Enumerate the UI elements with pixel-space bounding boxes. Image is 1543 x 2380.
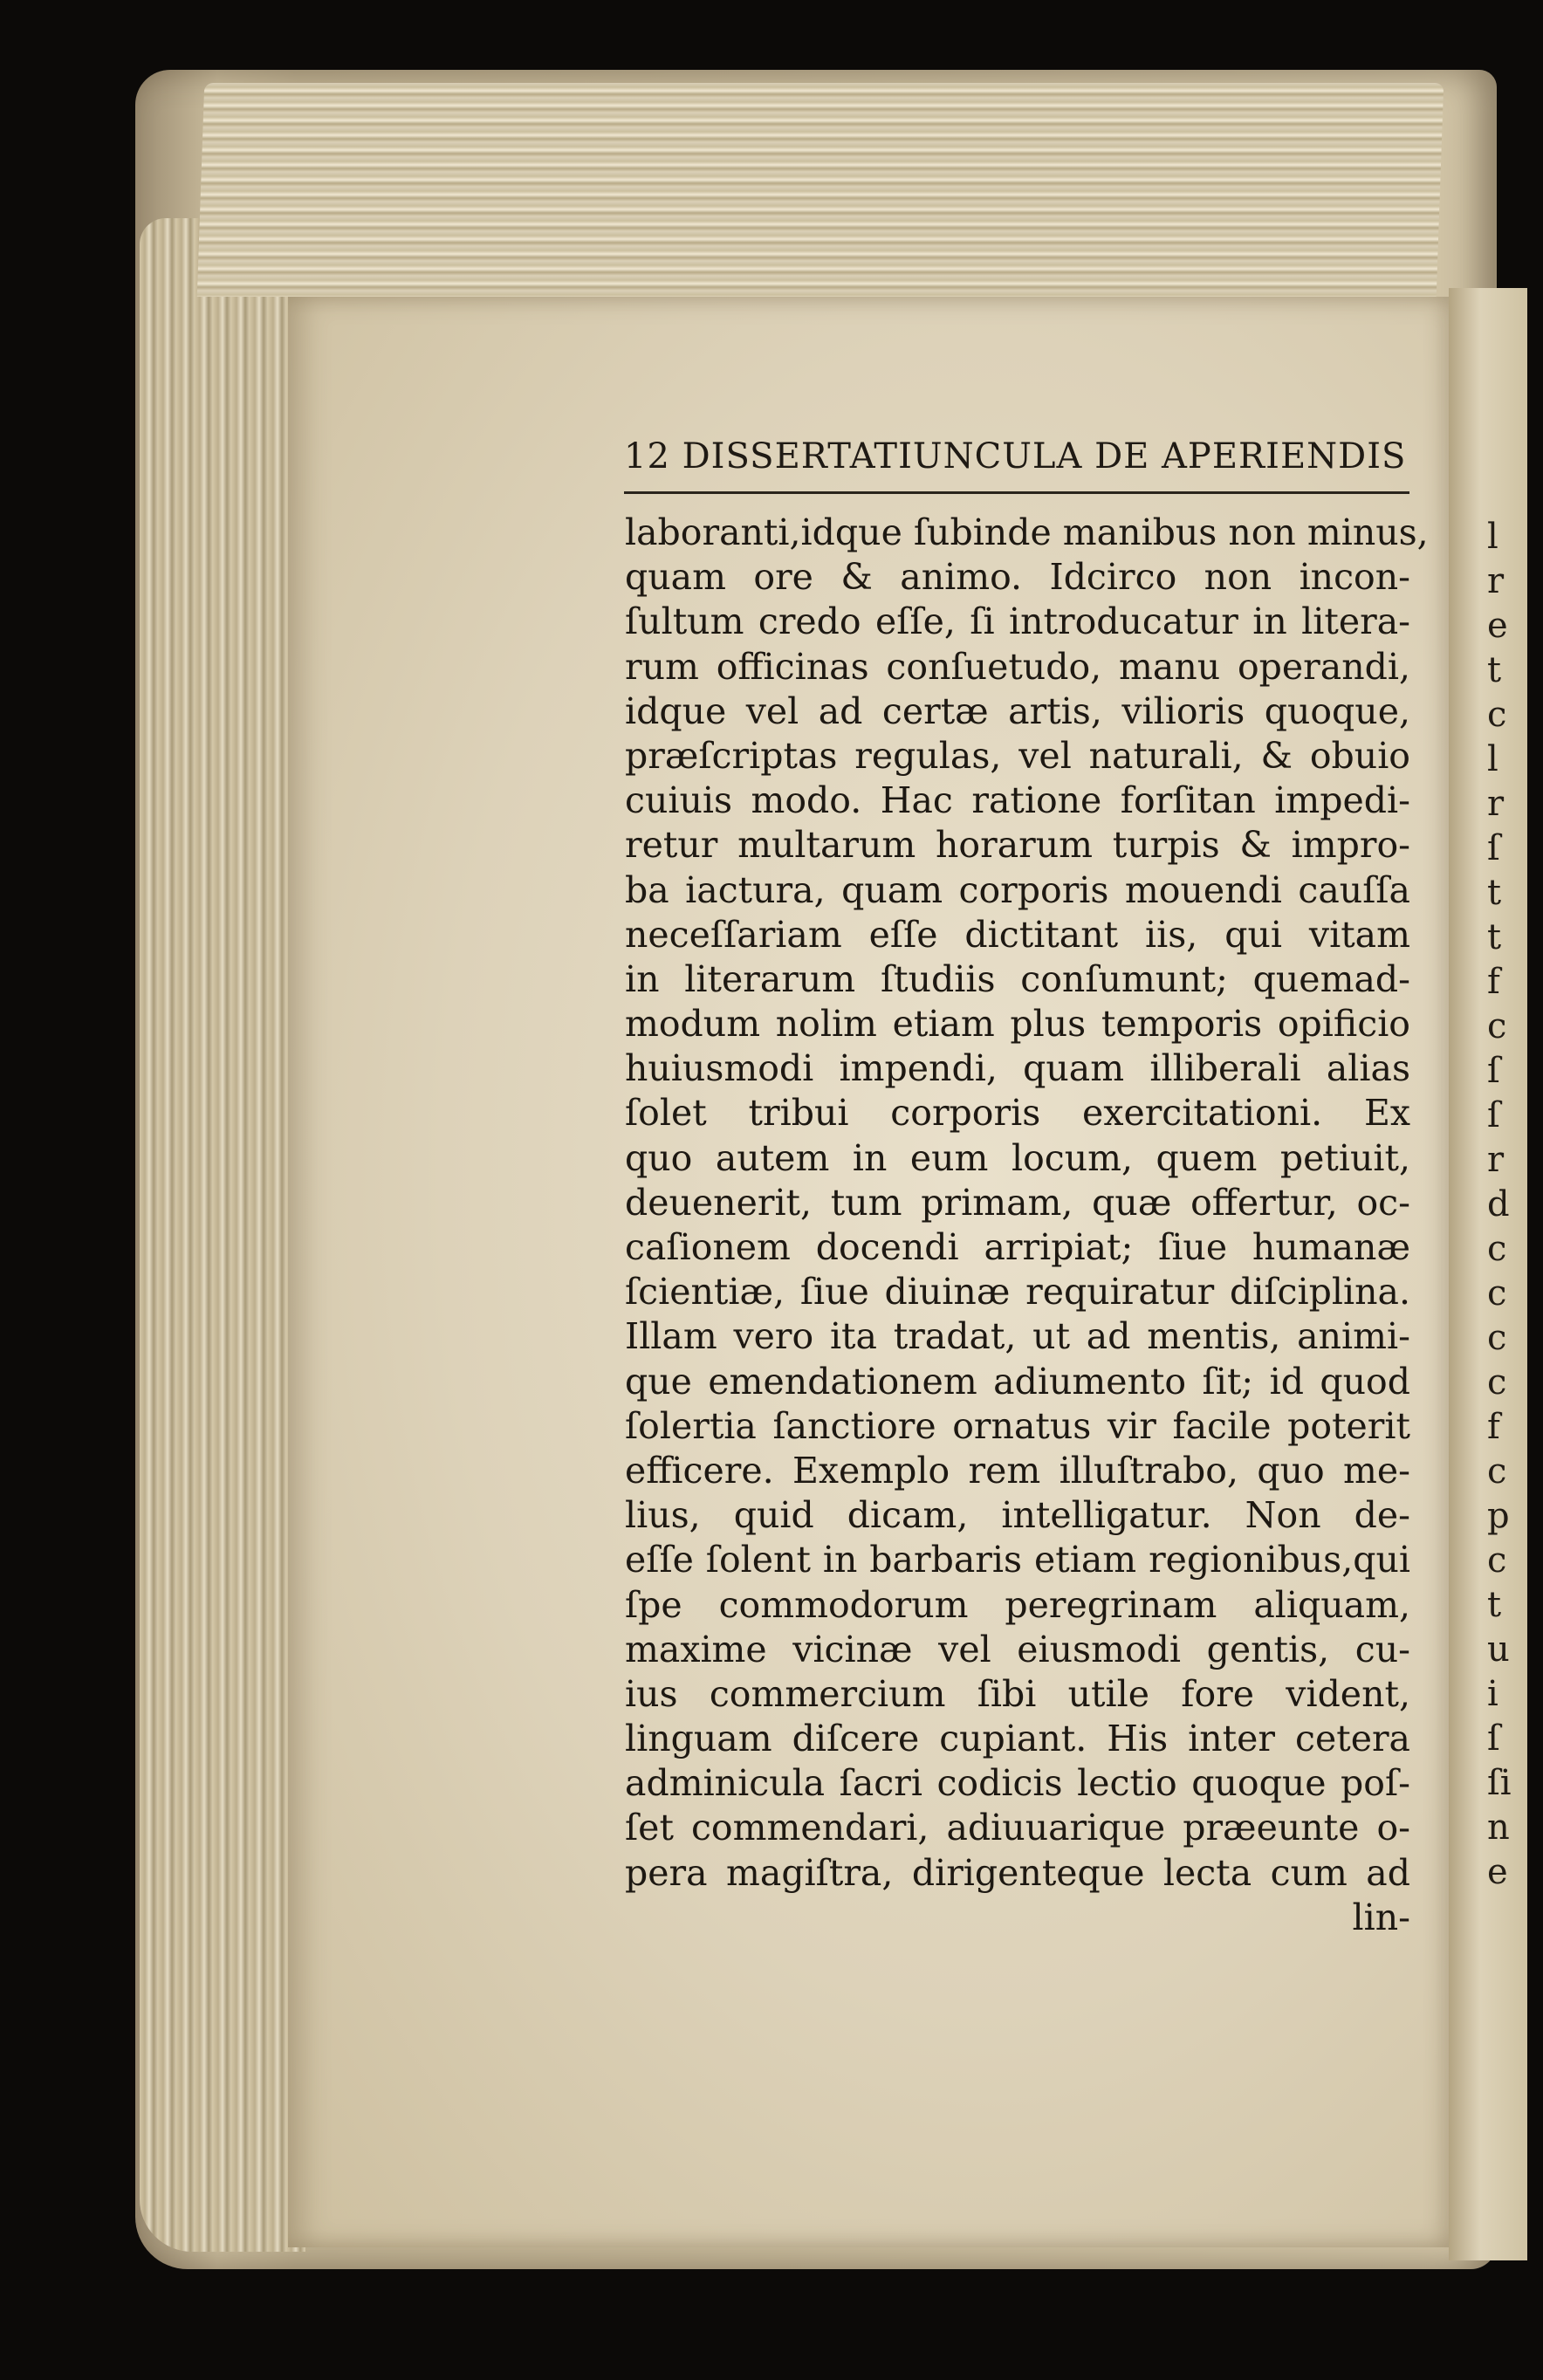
fragment: r xyxy=(1487,784,1505,824)
fragment: ſ xyxy=(1487,1718,1500,1759)
text-line: linguam diſcere cupiant. His inter cetera xyxy=(625,1718,1410,1760)
fragment: t xyxy=(1487,1585,1502,1625)
text-line: in literarum ſtudiis conſumunt; quemad- xyxy=(625,957,1410,1000)
text-line: quam ore & animo. Idcirco non incon- xyxy=(625,556,1410,599)
fragment: i xyxy=(1487,1674,1498,1714)
text-line: ſpe commodorum peregrinam aliquam, xyxy=(625,1583,1410,1626)
fragment: p xyxy=(1487,1496,1510,1536)
fragment: l xyxy=(1487,517,1498,557)
text-line: rum officinas conſuetudo, manu operandi, xyxy=(625,645,1410,688)
fragment: c xyxy=(1487,1229,1507,1269)
text-line: caſionem docendi arripiat; ſiue humanæ xyxy=(625,1226,1410,1268)
fragment: c xyxy=(1487,1451,1507,1492)
fragment: u xyxy=(1487,1629,1510,1670)
fragment: t xyxy=(1487,650,1502,690)
fragment: c xyxy=(1487,1540,1507,1581)
text-line: ius commercium ſibi utile fore vident, xyxy=(625,1672,1410,1715)
text-line: ba iactura, quam corporis mouendi cauſſa xyxy=(625,868,1410,911)
text-line: ſolertia ſanctiore ornatus vir facile poterit xyxy=(625,1404,1410,1447)
fragment: ſ xyxy=(1487,828,1500,868)
text-line: modum nolim etiam plus temporis opificio xyxy=(625,1003,1410,1046)
text-line: quo autem in eum locum, quem petiuit, xyxy=(625,1136,1410,1179)
text-line: laboranti,idque ſubinde manibus non minus, xyxy=(625,511,1429,553)
fragment: n xyxy=(1487,1807,1510,1848)
fragment: d xyxy=(1487,1184,1510,1224)
fragment: t xyxy=(1487,873,1502,913)
fragment: c xyxy=(1487,695,1507,735)
running-header: 12 DISSERTATIUNCULA DE APERIENDIS xyxy=(624,436,1407,477)
text-line: adminicula ſacri codicis lectio quoque poſ- xyxy=(625,1762,1410,1805)
fragment: r xyxy=(1487,561,1505,601)
text-line: ſultum credo eſſe, ſi introducatur in litera- xyxy=(625,600,1410,643)
fragment: ſ xyxy=(1487,1051,1500,1091)
catchword: lin- xyxy=(1352,1896,1410,1938)
text-line: huiusmodi impendi, quam illiberali alias xyxy=(625,1047,1410,1090)
text-line: ſcientiæ, ſiue diuinæ requiratur diſciplina. xyxy=(625,1271,1410,1313)
text-line: ſolet tribui corporis exercitationi. Ex xyxy=(625,1092,1410,1135)
body-text xyxy=(625,511,1429,1940)
fragment: c xyxy=(1487,1273,1507,1313)
top-page-edges xyxy=(197,83,1444,297)
fragment: e xyxy=(1487,606,1508,646)
fragment: f xyxy=(1487,962,1500,1002)
fragment: r xyxy=(1487,1140,1505,1180)
text-line: idque vel ad certæ artis, vilioris quoque, xyxy=(625,689,1410,732)
fragment: f xyxy=(1487,1407,1500,1447)
fragment: c xyxy=(1487,1006,1507,1046)
text-line: deuenerit, tum primam, quæ offertur, oc- xyxy=(625,1181,1410,1224)
text-line: maxime vicinæ vel eiusmodi gentis, cu- xyxy=(625,1628,1410,1670)
text-line: neceſſariam eſſe dictitant iis, qui vitam xyxy=(625,913,1410,956)
fragment: ſi xyxy=(1487,1763,1512,1803)
text-line: Illam vero ita tradat, ut ad mentis, animi- xyxy=(625,1315,1410,1358)
left-page-edges xyxy=(140,218,305,2252)
text-line: pera magiſtra, dirigenteque lecta cum ad xyxy=(625,1851,1410,1894)
text-line: que emendationem adiumento ſit; id quod xyxy=(625,1360,1410,1403)
fragment: t xyxy=(1487,917,1502,957)
fragment: ſ xyxy=(1487,1095,1500,1135)
header-rule xyxy=(624,491,1409,494)
text-line: præſcriptas regulas, vel naturali, & obuio xyxy=(625,734,1410,777)
text-line: efficere. Exemplo rem illuſtrabo, quo me- xyxy=(625,1449,1410,1492)
text-line: eſſe ſolent in barbaris etiam regionibus,qui xyxy=(625,1539,1410,1581)
text-line: retur multarum horarum turpis & impro- xyxy=(625,824,1410,867)
fragment: e xyxy=(1487,1852,1508,1892)
facing-page-fragments xyxy=(1487,515,1540,1895)
text-line: ſet commendari, adiuuarique præeunte o- xyxy=(625,1807,1410,1849)
fragment: c xyxy=(1487,1362,1507,1403)
text-line: cuiuis modo. Hac ratione forſitan impedi- xyxy=(625,779,1410,822)
fragment: c xyxy=(1487,1318,1507,1358)
fragment: l xyxy=(1487,739,1498,779)
text-line: lius, quid dicam, intelligatur. Non de- xyxy=(625,1494,1410,1537)
